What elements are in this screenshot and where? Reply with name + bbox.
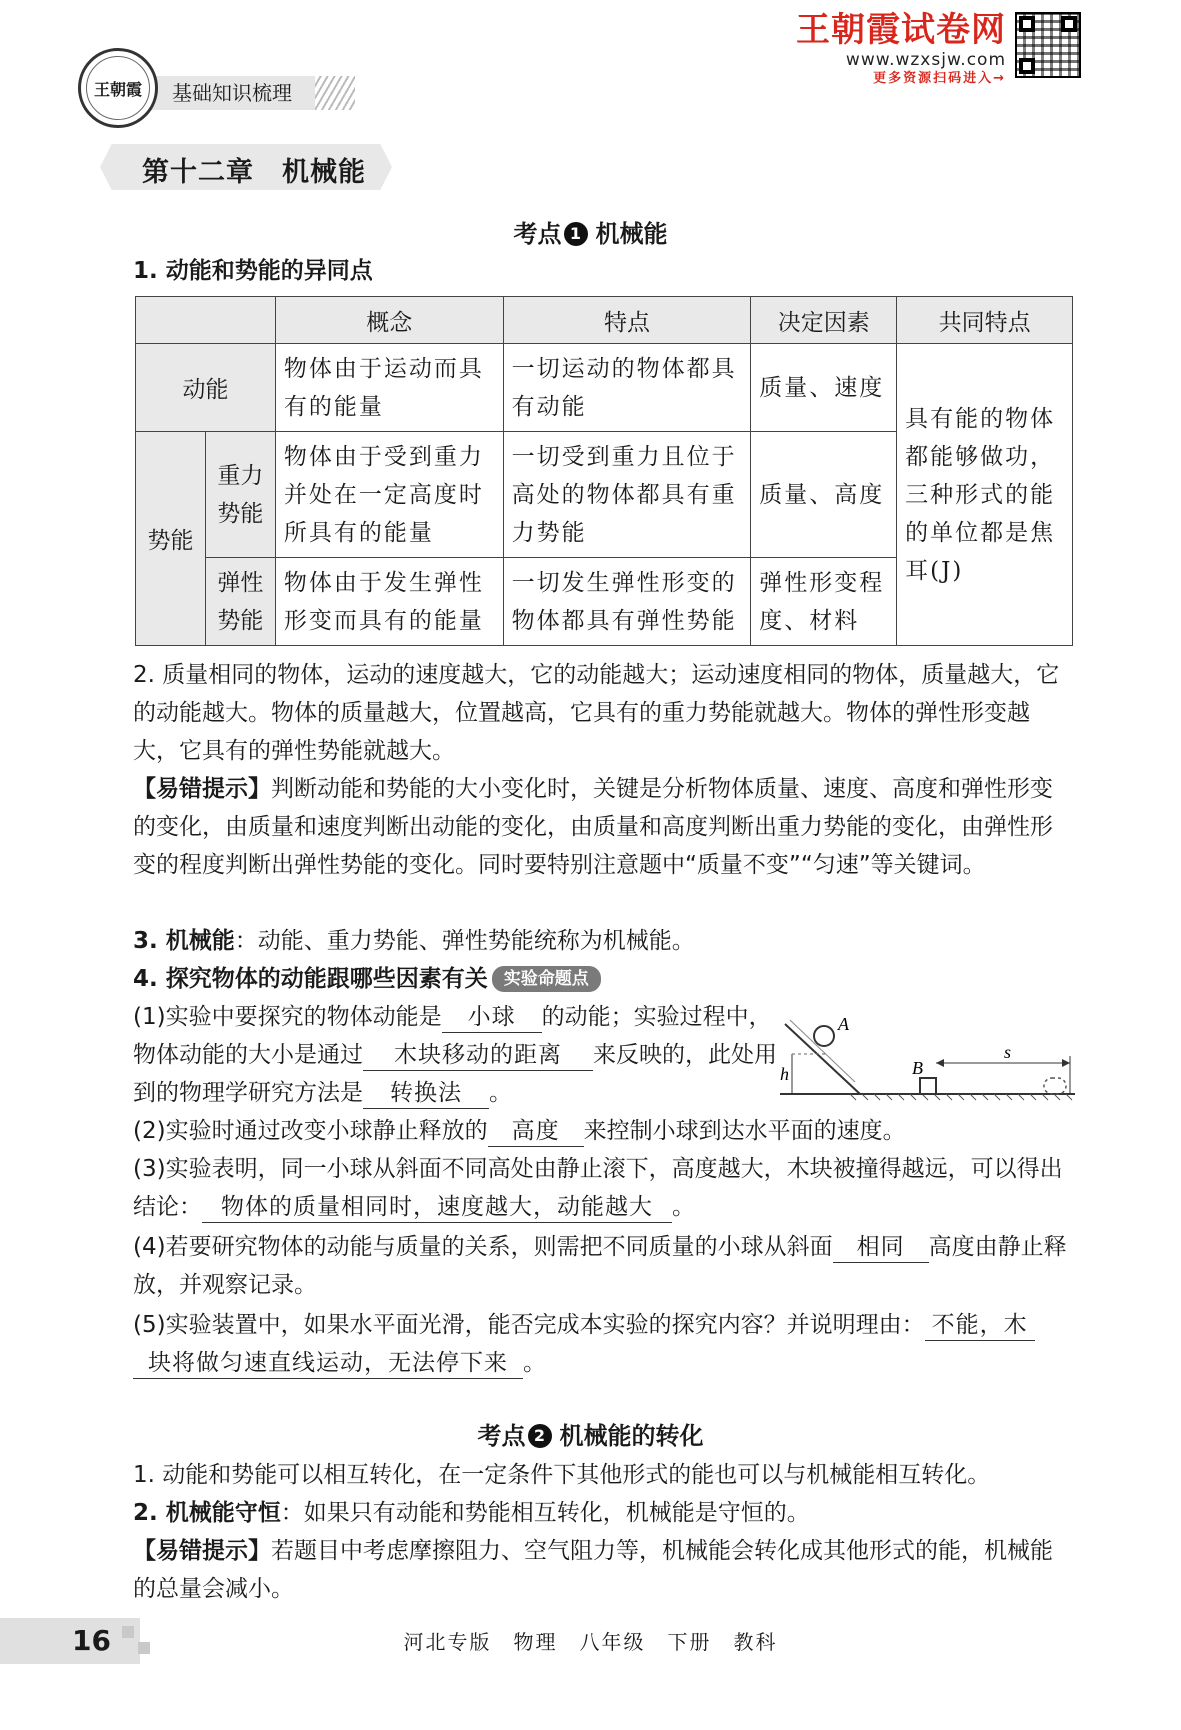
section-4-title [133, 960, 1073, 998]
page-number: 16 [72, 1624, 111, 1657]
row-label-tanxing: 弹性势能 [205, 558, 275, 646]
block-end-position [1044, 1078, 1066, 1094]
brand-url[interactable]: www.wzxsjw.com [845, 50, 1006, 70]
cell-tanxing-feature: 一切发生弹性形变的物体都具有弹性势能 [503, 558, 751, 646]
q4-text-b: 高度由静止释放，并观察记录。 [133, 1234, 1067, 1298]
section-2-text: 2. 质量相同的物体，运动的速度越大，它的动能越大；运动速度相同的物体，质量越大，它的动能越大。物体的质量越大，位置越高，它具有的重力势能就越大。物体的弹性形变越大，它具有的弹性势能就越大。 [133, 662, 1060, 764]
table-header-concept: 概念 [275, 297, 503, 344]
q5-text-a: (5)实验装置中，如果水平面光滑，能否完成本实验的探究内容？并说明理由： [133, 1312, 925, 1338]
q1-answer-2: 木块移动的距离 [363, 1040, 593, 1071]
label-b: B [912, 1058, 923, 1078]
q1-answer-1: 小球 [442, 1002, 542, 1033]
row-label-dongneng: 动能 [136, 344, 276, 432]
qr-code-icon[interactable] [1015, 12, 1081, 78]
q3-text-a: (3)实验表明，同一小球从斜面不同高处由静止滚下，高度越大，木块被撞得越远，可以得出结论： [133, 1156, 1063, 1220]
section-3-text: ：动能、重力势能、弹性势能统称为机械能。 [234, 928, 695, 954]
kaodian-2-number: 2 [528, 1424, 552, 1448]
k2-p2-text: ：如果只有动能和势能相互转化，机械能是守恒的。 [280, 1500, 810, 1526]
cell-common-feature: 具有能的物体都能够做功，三种形式的能的单位都是焦耳(J) [897, 344, 1073, 646]
cell-zhongli-concept: 物体由于受到重力并处在一定高度时所具有的能量 [275, 432, 503, 558]
brand-block[interactable] [796, 10, 1006, 88]
cell-dongneng-factor: 质量、速度 [751, 344, 897, 432]
tip-label: 【易错提示】 [133, 776, 271, 802]
q1-text-b: 的动能；实验过程中，物体动能的大小是通过 [133, 1004, 772, 1068]
question-3 [133, 1150, 1073, 1226]
experiment-tag: 实验命题点 [492, 966, 601, 992]
energy-comparison-table [135, 296, 1073, 646]
q2-answer: 高度 [488, 1116, 584, 1147]
k2-p2-label: 2. 机械能守恒 [133, 1500, 281, 1526]
q1-answer-3: 转换法 [363, 1078, 489, 1109]
q1-text-c: 来反映的，此处用到的物理学研究方法是 [133, 1042, 777, 1106]
cell-tanxing-concept: 物体由于发生弹性形变而具有的能量 [275, 558, 503, 646]
q2-text-b: 来控制小球到达水平面的速度。 [583, 1118, 906, 1144]
table-header-common: 共同特点 [897, 297, 1073, 344]
q5-text-b: 。 [523, 1350, 546, 1376]
brand-more: 更多资源扫码进入→ [873, 71, 1006, 86]
kaodian-2-p1: 1. 动能和势能可以相互转化，在一定条件下其他形式的能也可以与机械能相互转化。 [133, 1462, 991, 1488]
brand-name: 王朝霞试卷网 [796, 10, 1006, 50]
logo-text: 王朝霞 [86, 56, 150, 120]
cell-zhongli-factor: 质量、高度 [751, 432, 897, 558]
kaodian-1-heading [0, 214, 1181, 249]
k2-tip-text: 若题目中考虑摩擦阻力、空气阻力等，机械能会转化成其他形式的能，机械能的总量会减小。 [133, 1538, 1053, 1602]
section-label: 基础知识梳理 [150, 76, 350, 110]
q3-text-b: 。 [672, 1194, 695, 1220]
table-header-factor: 决定因素 [751, 297, 897, 344]
label-s: s [1004, 1042, 1012, 1062]
row-label-zhongli: 重力势能 [205, 432, 275, 558]
label-h: h [780, 1064, 789, 1084]
block-b [920, 1078, 936, 1094]
section-stripes [315, 76, 355, 110]
q4-answer: 相同 [833, 1232, 929, 1263]
kaodian-1-number: 1 [564, 222, 588, 246]
q1-text-d: 。 [489, 1080, 512, 1106]
kaodian-2-title: 机械能的转化 [559, 1422, 704, 1450]
cell-tanxing-factor: 弹性形变程度、材料 [751, 558, 897, 646]
cell-dongneng-concept: 物体由于运动而具有的能量 [275, 344, 503, 432]
kaodian-1-title: 机械能 [595, 220, 668, 248]
section-2-tip [133, 770, 1073, 884]
row-label-shineng: 势能 [136, 432, 206, 646]
section-3 [133, 922, 1073, 960]
tip-text: 判断动能和势能的大小变化时，关键是分析物体质量、速度、高度和弹性形变的变化，由质量和速度判断出动能的变化，由质量和高度判断出重力势能的变化，由弹性形变的程度判断出弹性势能的变化。同时要特别注意题中“质量不变”“匀速”等关键词。 [133, 776, 1053, 878]
q5-answer-1: 不能，木 [925, 1310, 1035, 1341]
q1-text-a: (1)实验中要探究的物体动能是 [133, 1004, 442, 1030]
section-1-title: 1. 动能和势能的异同点 [133, 258, 373, 284]
cell-zhongli-feature: 一切受到重力且位于高处的物体都具有重力势能 [503, 432, 751, 558]
logo [78, 48, 158, 128]
question-4 [133, 1228, 1073, 1304]
question-1 [133, 998, 783, 1112]
section-3-label: 3. 机械能 [133, 928, 235, 954]
q4-text-a: (4)若要研究物体的动能与质量的关系，则需把不同质量的小球从斜面 [133, 1234, 833, 1260]
kaodian-2-heading [0, 1416, 1181, 1451]
kaodian-label: 考点 [513, 220, 562, 248]
chapter-title: 第十二章 机械能 [142, 157, 366, 188]
label-a: A [838, 1018, 849, 1034]
experiment-figure [780, 1018, 1080, 1102]
section-4-title-text: 4. 探究物体的动能跟哪些因素有关 [133, 966, 488, 992]
question-2 [133, 1112, 1073, 1150]
table-corner-cell [136, 297, 276, 344]
question-5 [133, 1306, 1073, 1382]
q5-answer-2: 块将做匀速直线运动，无法停下来 [133, 1348, 523, 1379]
ball-a [814, 1026, 834, 1046]
footer-text: 河北专版 物理 八年级 下册 教科 [403, 1630, 778, 1654]
q2-text-a: (2)实验时通过改变小球静止释放的 [133, 1118, 488, 1144]
kaodian-label: 考点 [477, 1422, 526, 1450]
table-header-feature: 特点 [503, 297, 751, 344]
k2-tip-label: 【易错提示】 [133, 1538, 271, 1564]
kaodian-2-tip [133, 1532, 1073, 1608]
kaodian-2-p2 [133, 1494, 1073, 1532]
cell-dongneng-feature: 一切运动的物体都具有动能 [503, 344, 751, 432]
q3-answer: 物体的质量相同时，速度越大，动能越大 [202, 1192, 672, 1223]
